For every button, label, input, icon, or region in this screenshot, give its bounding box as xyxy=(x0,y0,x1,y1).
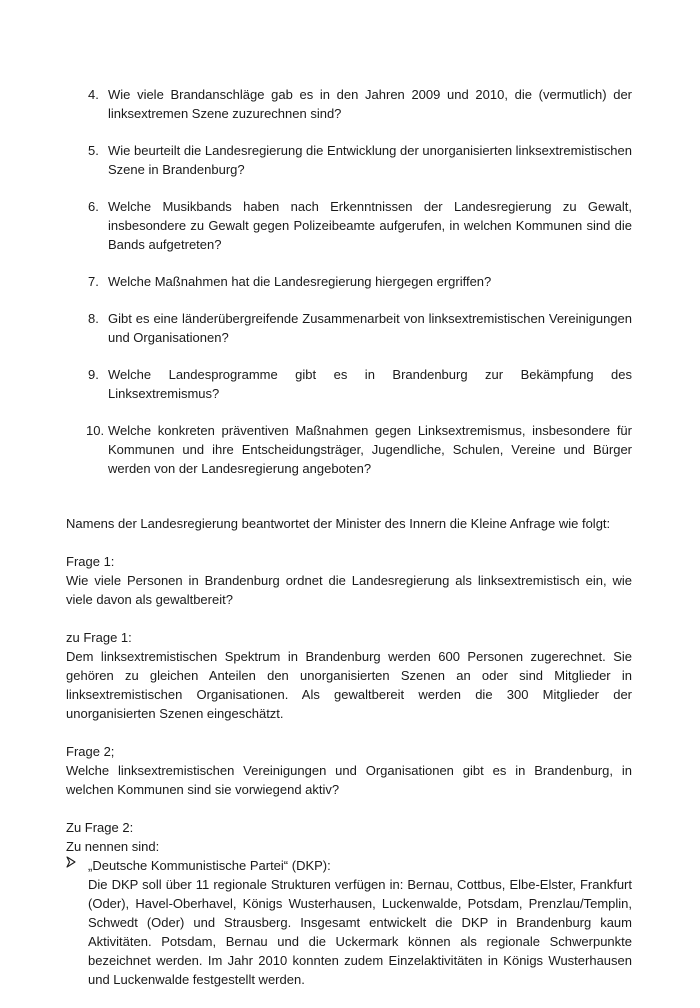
frage-2-text: Welche linksextremistischen Vereinigungen und Organisationen gibt es in Brandenburg, in welchen Kommunen sind sie vorwiegend aktiv? xyxy=(66,763,632,797)
question-item-4 xyxy=(66,85,632,123)
frage-2-label: Frage 2; xyxy=(66,744,115,759)
document-page xyxy=(66,85,632,1008)
arrowhead-icon xyxy=(66,856,88,989)
question-item-6 xyxy=(66,197,632,254)
question-item-8 xyxy=(66,309,632,347)
question-number: 8. xyxy=(88,311,99,326)
antwort-2-sublabel: Zu nennen sind: xyxy=(66,839,160,854)
frage-1-block xyxy=(66,552,632,609)
question-text: Gibt es eine länderübergreifende Zusammenarbeit von linksextremistischen Vereinigungen und Organisationen? xyxy=(108,311,632,345)
question-list xyxy=(66,85,632,478)
antwort-2-block xyxy=(66,818,632,989)
frage-1-label: Frage 1: xyxy=(66,554,115,569)
intro-statement: Namens der Landesregierung beantwortet der Minister des Innern die Kleine Anfrage wie folgt: xyxy=(66,516,611,531)
question-number: 10. xyxy=(86,423,105,438)
question-number: 6. xyxy=(88,199,99,214)
question-text: Welche Landesprogramme gibt es in Brandenburg zur Bekämpfung des Linksextremismus? xyxy=(108,367,632,401)
bullet-item-dkp xyxy=(66,856,632,989)
question-item-10 xyxy=(66,421,632,478)
question-number: 4. xyxy=(88,87,99,102)
question-text: Welche konkreten präventiven Maßnahmen gegen Linksextremismus, insbesondere für Kommunen und ihre Entscheidungsträger, Jugendliche, Schulen, Vereine und Bürger werden von der Landesregierung angeboten? xyxy=(108,423,632,476)
question-text: Wie viele Brandanschläge gab es in den Jahren 2009 und 2010, die (vermutlich) der linksextremen Szene zuzurechnen sind? xyxy=(108,87,632,121)
question-number: 5. xyxy=(88,143,99,158)
antwort-1-label: zu Frage 1: xyxy=(66,630,132,645)
frage-2-block xyxy=(66,742,632,799)
question-item-9 xyxy=(66,365,632,403)
question-number: 9. xyxy=(88,367,99,382)
antwort-1-block xyxy=(66,628,632,723)
question-item-7 xyxy=(66,272,632,291)
question-text: Welche Maßnahmen hat die Landesregierung hiergegen ergriffen? xyxy=(108,274,492,289)
frage-1-text: Wie viele Personen in Brandenburg ordnet die Landesregierung als linksextremistisch ein, wie viele davon als gewaltbereit? xyxy=(66,573,632,607)
bullet-text: Die DKP soll über 11 regionale Strukturen verfügen in: Bernau, Cottbus, Elbe-Elster, Frankfurt (Oder), Havel-Oberhavel, Königs Wusterhausen, Luckenwalde, Potsdam, Prenzlau/Templin, Schwedt (Oder) und Strausberg. Insgesamt entwickelt die DKP in Brandenburg kaum Aktivitäten. Potsdam, Bernau und die Uckermark können als regionale Schwerpunkte bezeichnet werden. Im Jahr 2010 konnten zudem Einzelaktivitäten in Königs Wusterhausen und Luckenwalde festgestellt werden. xyxy=(88,877,632,987)
bullet-title: „Deutsche Kommunistische Partei“ (DKP): xyxy=(88,858,331,873)
question-number: 7. xyxy=(88,274,99,289)
question-text: Wie beurteilt die Landesregierung die Entwicklung der unorganisierten linksextremistischen Szene in Brandenburg? xyxy=(108,143,632,177)
question-text: Welche Musikbands haben nach Erkenntnissen der Landesregierung zu Gewalt, insbesondere zu Gewalt gegen Polizeibeamte aufgerufen, in welchen Kommunen sind die Bands aufgetreten? xyxy=(108,199,632,252)
question-item-5 xyxy=(66,141,632,179)
bullet-body xyxy=(88,856,632,989)
antwort-2-label: Zu Frage 2: xyxy=(66,820,134,835)
antwort-1-text: Dem linksextremistischen Spektrum in Brandenburg werden 600 Personen zugerechnet. Sie gehören zu gleichen Anteilen den unorganisierten Szenen an oder sind Mitglieder in linksextremistischen Organisationen. Als gewaltbereit werden die 300 Mitglieder der unorganisierten Szenen eingeschätzt. xyxy=(66,649,632,721)
